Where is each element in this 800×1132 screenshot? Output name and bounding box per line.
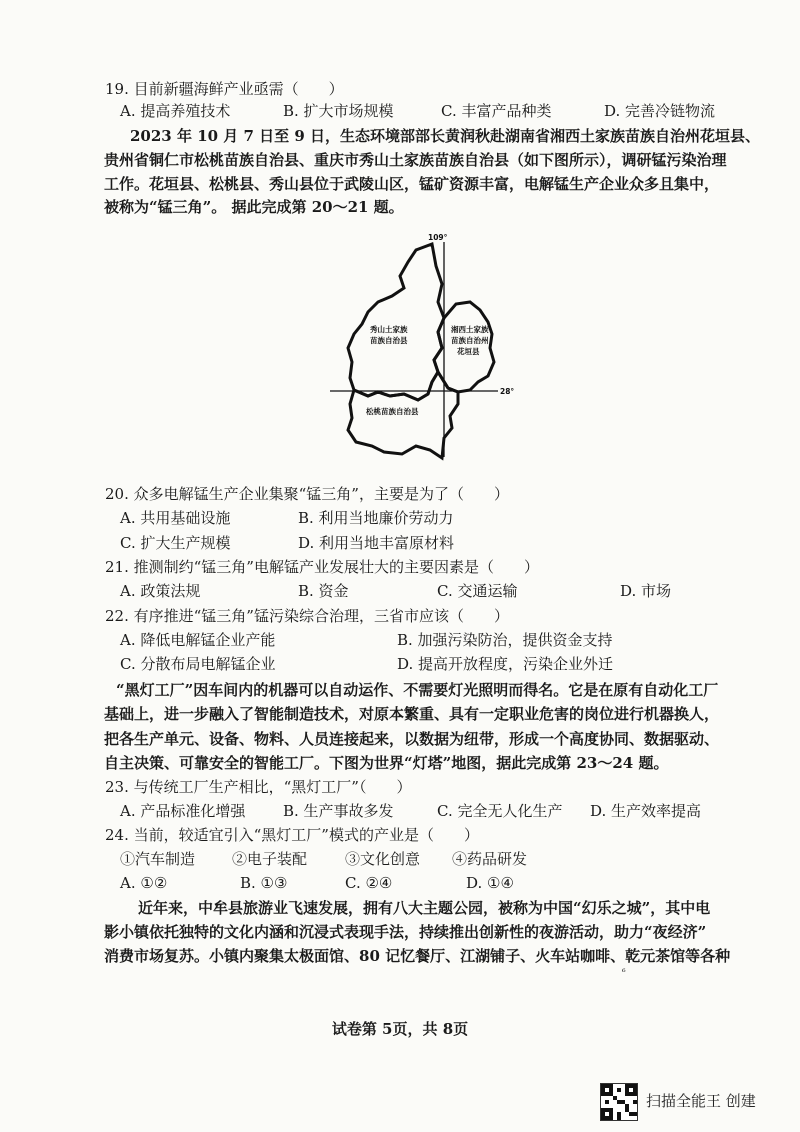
xiangxi-label-line-2: 苗族自治州 <box>451 336 489 345</box>
xiushan-boundary <box>348 244 444 400</box>
q20-option-a: A. 共用基础设施 <box>120 509 231 527</box>
passage3-line-3: 消费市场复苏。小镇内聚集太极面馆、80 记忆餐厅、江湖铺子、火车站咖啡、乾元茶馆等各种 <box>104 947 731 965</box>
passage1-line-1: 2023 年 10 月 7 日至 9 日，生态环境部部长黄润秋赴湖南省湘西土家族苗族自治州花垣县、 <box>130 127 761 145</box>
stray-mark: ⁶ <box>622 968 626 978</box>
q22-option-b: B. 加强污染防治，提供资金支持 <box>397 631 613 649</box>
q19-option-d: D. 完善冷链物流 <box>604 102 716 120</box>
q19-option-c: C. 丰富产品种类 <box>441 102 552 120</box>
songtao-label: 松桃苗族自治县 <box>366 407 419 416</box>
q19-stem: 19. 目前新疆海鲜产业亟需（ ） <box>105 80 344 98</box>
q24-item-4: ④药品研发 <box>452 850 528 868</box>
passage1-line-3: 工作。花垣县、松桃县、秀山县位于武陵山区，锰矿资源丰富，电解锰生产企业众多且集中， <box>104 175 720 193</box>
manganese-triangle-map <box>320 232 520 467</box>
q24-option-a: A. ①② <box>120 874 168 892</box>
q23-stem: 23. 与传统工厂生产相比，“黑灯工厂”（ ） <box>105 778 412 796</box>
q23-option-c: C. 完全无人化生产 <box>437 802 563 820</box>
q21-stem: 21. 推测制约“锰三角”电解锰产业发展壮大的主要因素是（ ） <box>105 558 539 576</box>
q22-option-c: C. 分散布局电解锰企业 <box>120 655 276 673</box>
q22-option-a: A. 降低电解锰企业产能 <box>120 631 276 649</box>
page-footer: 试卷第 5页，共 8页 <box>331 1020 469 1038</box>
xiangxi-label-line-3: 花垣县 <box>457 347 480 356</box>
passage1-line-4: 被称为“锰三角”。 据此完成第 20～21 题。 <box>104 198 404 216</box>
q24-stem: 24. 当前，较适宜引入“黑灯工厂”模式的产业是（ ） <box>105 826 479 844</box>
q19-option-b: B. 扩大市场规模 <box>283 102 394 120</box>
q24-item-1: ①汽车制造 <box>120 850 196 868</box>
passage2-line-2: 基础上，进一步融入了智能制造技术，对原本繁重、具有一定职业危害的岗位进行机器换人， <box>104 705 720 723</box>
latitude-label: 28° <box>500 387 515 396</box>
passage3-line-1: 近年来，中牟县旅游业飞速发展，拥有八大主题公园，被称为中国“幻乐之城”，其中电 <box>138 899 711 917</box>
q24-item-2: ②电子装配 <box>232 850 308 868</box>
q23-option-a: A. 产品标准化增强 <box>120 802 246 820</box>
q24-option-d: D. ①④ <box>466 874 514 892</box>
q20-stem: 20. 众多电解锰生产企业集聚“锰三角”，主要是为了（ ） <box>105 485 509 503</box>
q22-stem: 22. 有序推进“锰三角”锰污染综合治理，三省市应该（ ） <box>105 607 509 625</box>
q24-option-c: C. ②④ <box>345 874 393 892</box>
q20-option-b: B. 利用当地廉价劳动力 <box>298 509 454 527</box>
q20-option-c: C. 扩大生产规模 <box>120 534 231 552</box>
q20-option-d: D. 利用当地丰富原材料 <box>298 534 455 552</box>
xiushan-label-line-1: 秀山土家族 <box>370 325 408 334</box>
passage2-line-3: 把各生产单元、设备、物料、人员连接起来，以数据为纽带，形成一个高度协同、数据驱动、 <box>104 730 720 748</box>
passage3-line-2: 影小镇依托独特的文化内涵和沉浸式表现手法，持续推出创新性的夜游活动，助力“夜经济” <box>104 923 707 941</box>
longitude-label: 109° <box>428 233 448 242</box>
q19-option-a: A. 提高养殖技术 <box>120 102 231 120</box>
xiushan-label-line-2: 苗族自治县 <box>370 336 408 345</box>
q24-item-3: ③文化创意 <box>345 850 421 868</box>
q22-option-d: D. 提高开放程度，污染企业外迁 <box>397 655 614 673</box>
q21-option-b: B. 资金 <box>298 582 349 600</box>
passage2-line-4: 自主决策、可靠安全的智能工厂。下图为世界“灯塔”地图，据此完成第 23～24 题。 <box>104 754 669 772</box>
q23-option-b: B. 生产事故多发 <box>283 802 394 820</box>
scanner-watermark: 扫描全能王 创建 <box>646 1092 756 1110</box>
q24-option-b: B. ①③ <box>240 874 288 892</box>
qr-code-icon <box>600 1083 638 1121</box>
q21-option-d: D. 市场 <box>620 582 672 600</box>
passage2-line-1: “黑灯工厂”因车间内的机器可以自动运作、不需要灯光照明而得名。它是在原有自动化工厂 <box>116 681 719 699</box>
xiangxi-label-line-1: 湘西土家族 <box>451 325 489 334</box>
q21-option-a: A. 政策法规 <box>120 582 201 600</box>
q21-option-c: C. 交通运输 <box>437 582 518 600</box>
q23-option-d: D. 生产效率提高 <box>590 802 702 820</box>
passage1-line-2: 贵州省铜仁市松桃苗族自治县、重庆市秀山土家族苗族自治县（如下图所示），调研锰污染治理 <box>104 151 727 169</box>
